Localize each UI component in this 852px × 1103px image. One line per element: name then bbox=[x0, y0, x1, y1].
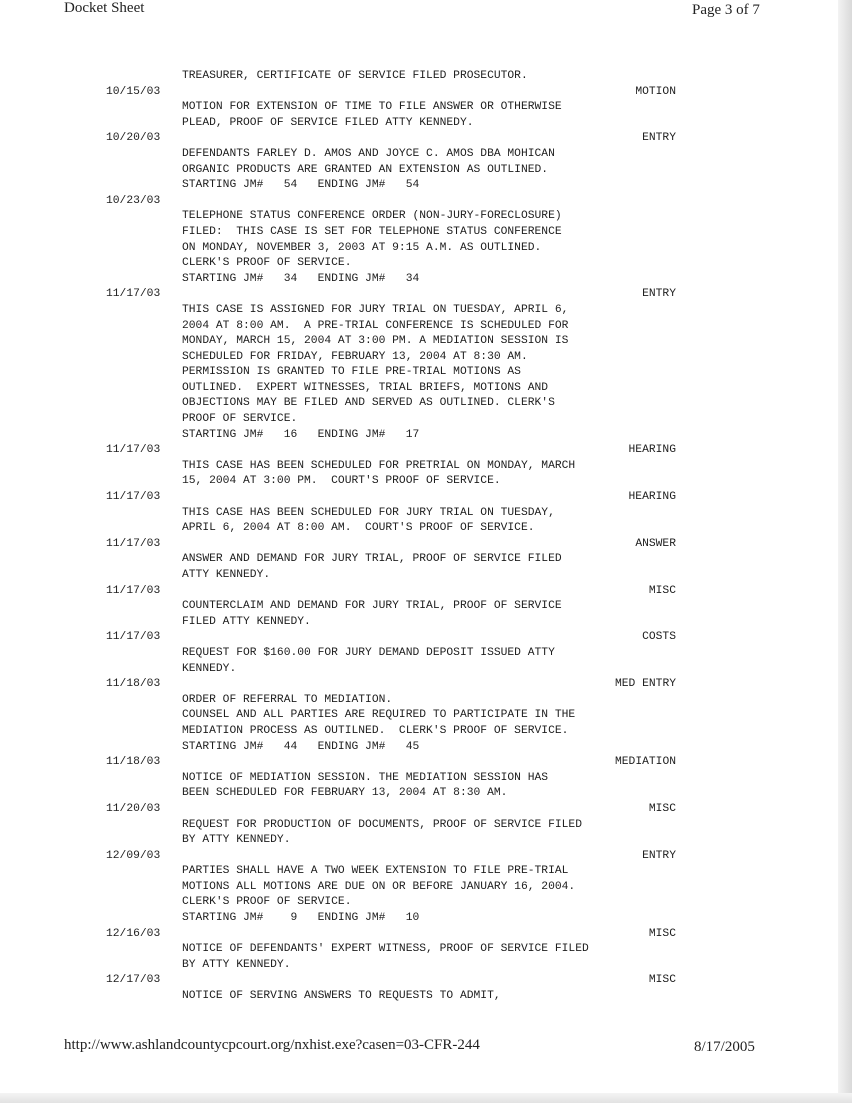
entry-text: OBJECTIONS MAY BE FILED AND SERVED AS OUTLINED. CLERK'S bbox=[182, 397, 555, 410]
docket-entry-line bbox=[0, 786, 852, 802]
docket-entry-header bbox=[0, 194, 852, 210]
entry-text: REQUEST FOR PRODUCTION OF DOCUMENTS, PROOF OF SERVICE FILED bbox=[182, 818, 582, 831]
entry-type: ENTRY bbox=[642, 288, 676, 301]
entry-text: 2004 AT 8:00 AM. A PRE-TRIAL CONFERENCE IS SCHEDULED FOR bbox=[182, 319, 569, 332]
entry-date: 11/17/03 bbox=[106, 444, 161, 457]
entry-text: ATTY KENNEDY. bbox=[182, 569, 271, 581]
entry-text: COUNTERCLAIM AND DEMAND FOR JURY TRIAL, PROOF OF SERVICE bbox=[182, 600, 562, 613]
docket-entry-line bbox=[0, 241, 852, 257]
entry-text: BY ATTY KENNEDY. bbox=[182, 834, 291, 847]
entry-date: 11/18/03 bbox=[106, 678, 161, 691]
docket-entry-line bbox=[0, 568, 852, 584]
docket-entry-line bbox=[0, 771, 852, 787]
entry-text: BY ATTY KENNEDY. bbox=[182, 958, 291, 971]
entry-text: REQUEST FOR $160.00 FOR JURY DEMAND DEPOSIT ISSUED ATTY bbox=[182, 646, 555, 659]
entry-type: MISC bbox=[648, 584, 676, 597]
docket-entry-line bbox=[0, 474, 852, 490]
docket-entry-header bbox=[0, 287, 852, 303]
docket-entry-header bbox=[0, 131, 852, 147]
docket-entry-header bbox=[0, 490, 852, 506]
docket-entry-line bbox=[0, 178, 852, 194]
entry-text: THIS CASE IS ASSIGNED FOR JURY TRIAL ON TUESDAY, APRIL 6, bbox=[182, 303, 569, 316]
docket-entry-line bbox=[0, 225, 852, 241]
entry-text: THIS CASE HAS BEEN SCHEDULED FOR JURY TRIAL ON TUESDAY, bbox=[182, 506, 555, 519]
docket-entry-line bbox=[0, 350, 852, 366]
docket-entry-line bbox=[0, 116, 852, 132]
entry-text: STARTING JM# 9 ENDING JM# 10 bbox=[182, 912, 420, 925]
docket-entry-line bbox=[0, 381, 852, 397]
entry-text: STARTING JM# 16 ENDING JM# 17 bbox=[182, 428, 420, 441]
docket-entry-header bbox=[0, 537, 852, 553]
entry-text: ORDER OF REFERRAL TO MEDIATION. bbox=[182, 693, 393, 706]
docket-entry-line bbox=[0, 334, 852, 350]
entry-text: STARTING JM# 34 ENDING JM# 34 bbox=[182, 272, 420, 285]
entry-text: 15, 2004 AT 3:00 PM. COURT'S PROOF OF SERVICE. bbox=[182, 475, 501, 488]
entry-text: FILED ATTY KENNEDY. bbox=[182, 615, 311, 628]
entry-type: ENTRY bbox=[642, 849, 676, 862]
entry-text: DEFENDANTS FARLEY D. AMOS AND JOYCE C. AMOS DBA MOHICAN bbox=[182, 147, 555, 160]
entry-date: 11/20/03 bbox=[106, 802, 161, 815]
entry-text: STARTING JM# 54 ENDING JM# 54 bbox=[182, 179, 420, 192]
entry-text: BEEN SCHEDULED FOR FEBRUARY 13, 2004 AT 8:30 AM. bbox=[182, 787, 508, 800]
entry-date: 11/17/03 bbox=[106, 288, 161, 301]
docket-entry-line bbox=[0, 521, 852, 537]
docket-entry-line bbox=[0, 69, 852, 85]
docket-entry-line bbox=[0, 256, 852, 272]
entry-type: MISC bbox=[648, 802, 676, 815]
entry-text: MOTIONS ALL MOTIONS ARE DUE ON OR BEFORE JANUARY 16, 2004. bbox=[182, 880, 576, 893]
docket-entry-line bbox=[0, 147, 852, 163]
docket-entry-line bbox=[0, 100, 852, 116]
entry-type: ANSWER bbox=[635, 537, 676, 550]
entry-type: COSTS bbox=[642, 631, 676, 644]
entry-text: CLERK'S PROOF OF SERVICE. bbox=[182, 896, 352, 909]
docket-entry-line bbox=[0, 428, 852, 444]
entry-date: 10/15/03 bbox=[106, 85, 161, 98]
entry-text: PERMISSION IS GRANTED TO FILE PRE-TRIAL MOTIONS AS bbox=[182, 366, 521, 379]
docket-entry-line bbox=[0, 365, 852, 381]
docket-entry-line bbox=[0, 833, 852, 849]
docket-entry-line bbox=[0, 506, 852, 522]
entry-date: 11/17/03 bbox=[106, 584, 161, 597]
entry-text: PLEAD, PROOF OF SERVICE FILED ATTY KENNEDY. bbox=[182, 116, 474, 129]
entry-date: 10/23/03 bbox=[106, 194, 161, 207]
header-title: Docket Sheet bbox=[64, 0, 145, 16]
entry-text: THIS CASE HAS BEEN SCHEDULED FOR PRETRIAL ON MONDAY, MARCH bbox=[182, 459, 576, 472]
docket-entry-header bbox=[0, 85, 852, 101]
entry-type: HEARING bbox=[628, 491, 676, 504]
entry-date: 10/20/03 bbox=[106, 132, 161, 145]
docket-entry-header bbox=[0, 584, 852, 600]
docket-entry-line bbox=[0, 459, 852, 475]
footer-url: http://www.ashlandcountycpcourt.org/nxhist.exe?casen=03-CFR-244 bbox=[64, 1037, 480, 1053]
docket-entry-line bbox=[0, 303, 852, 319]
entry-text: CLERK'S PROOF OF SERVICE. bbox=[182, 257, 352, 270]
docket-entry-line bbox=[0, 942, 852, 958]
docket-entry-line bbox=[0, 209, 852, 225]
entry-text: TELEPHONE STATUS CONFERENCE ORDER (NON-JURY-FORECLOSURE) bbox=[182, 210, 562, 223]
docket-entry-line bbox=[0, 163, 852, 179]
docket-entry-header bbox=[0, 677, 852, 693]
entry-date: 12/17/03 bbox=[106, 974, 161, 987]
entry-type: MOTION bbox=[635, 85, 676, 98]
entry-text: OUTLINED. EXPERT WITNESSES, TRIAL BRIEFS, MOTIONS AND bbox=[182, 381, 549, 394]
docket-entry-line bbox=[0, 693, 852, 709]
docket-entry-line bbox=[0, 740, 852, 756]
docket-entry-header bbox=[0, 973, 852, 989]
entry-type: HEARING bbox=[628, 444, 676, 457]
entry-text: SCHEDULED FOR FRIDAY, FEBRUARY 13, 2004 AT 8:30 AM. bbox=[182, 350, 528, 363]
footer-date: 8/17/2005 bbox=[694, 1039, 755, 1055]
entry-text: MEDIATION PROCESS AS OUTILNED. CLERK'S PROOF OF SERVICE. bbox=[182, 724, 569, 737]
docket-entry-line bbox=[0, 864, 852, 880]
docket-entry-line bbox=[0, 272, 852, 288]
entry-text: NOTICE OF MEDIATION SESSION. THE MEDIATION SESSION HAS bbox=[182, 771, 549, 784]
entry-date: 11/18/03 bbox=[106, 756, 161, 769]
entry-type: ENTRY bbox=[642, 132, 676, 145]
docket-entry-line bbox=[0, 412, 852, 428]
entry-date: 12/16/03 bbox=[106, 927, 161, 940]
entry-type: MEDIATION bbox=[614, 756, 676, 769]
docket-entry-line bbox=[0, 599, 852, 615]
docket-entry-line bbox=[0, 615, 852, 631]
docket-entry-header bbox=[0, 849, 852, 865]
entry-text: TREASURER, CERTIFICATE OF SERVICE FILED PROSECUTOR. bbox=[182, 70, 528, 82]
entry-date: 12/09/03 bbox=[106, 849, 161, 862]
entry-text: APRIL 6, 2004 AT 8:00 AM. COURT'S PROOF OF SERVICE. bbox=[182, 522, 535, 535]
docket-entry-line bbox=[0, 958, 852, 974]
entry-date: 11/17/03 bbox=[106, 491, 161, 504]
docket-entry-line bbox=[0, 552, 852, 568]
entry-text: MOTION FOR EXTENSION OF TIME TO FILE ANSWER OR OTHERWISE bbox=[182, 101, 562, 114]
docket-entries bbox=[0, 69, 852, 1005]
docket-entry-line bbox=[0, 396, 852, 412]
entry-text: PROOF OF SERVICE. bbox=[182, 413, 298, 426]
entry-text: COUNSEL AND ALL PARTIES ARE REQUIRED TO PARTICIPATE IN THE bbox=[182, 709, 576, 722]
entry-text: STARTING JM# 44 ENDING JM# 45 bbox=[182, 740, 420, 753]
header-page-number: Page 3 of 7 bbox=[692, 2, 760, 18]
entry-text: ORGANIC PRODUCTS ARE GRANTED AN EXTENSION AS OUTLINED. bbox=[182, 163, 549, 176]
entry-text: KENNEDY. bbox=[182, 662, 237, 675]
entry-type: MED ENTRY bbox=[614, 678, 676, 691]
docket-entry-line bbox=[0, 989, 852, 1005]
docket-entry-line bbox=[0, 911, 852, 927]
entry-text: NOTICE OF DEFENDANTS' EXPERT WITNESS, PROOF OF SERVICE FILED bbox=[182, 943, 589, 956]
docket-entry-header bbox=[0, 755, 852, 771]
docket-entry-header bbox=[0, 630, 852, 646]
docket-entry-line bbox=[0, 895, 852, 911]
docket-entry-line bbox=[0, 646, 852, 662]
docket-entry-line bbox=[0, 724, 852, 740]
entry-type: MISC bbox=[648, 927, 676, 940]
docket-entry-header bbox=[0, 443, 852, 459]
entry-text: ON MONDAY, NOVEMBER 3, 2003 AT 9:15 A.M. AS OUTLINED. bbox=[182, 241, 542, 254]
docket-entry-line bbox=[0, 662, 852, 678]
entry-type: MISC bbox=[648, 974, 676, 987]
page-bottom-shadow bbox=[0, 1093, 852, 1103]
entry-text: MONDAY, MARCH 15, 2004 AT 3:00 PM. A MEDIATION SESSION IS bbox=[182, 335, 569, 348]
docket-entry-line bbox=[0, 818, 852, 834]
entry-text: FILED: THIS CASE IS SET FOR TELEPHONE STATUS CONFERENCE bbox=[182, 225, 562, 238]
docket-entry-line bbox=[0, 708, 852, 724]
docket-entry-line bbox=[0, 880, 852, 896]
docket-entry-header bbox=[0, 927, 852, 943]
entry-text: NOTICE OF SERVING ANSWERS TO REQUESTS TO ADMIT, bbox=[182, 990, 501, 1003]
entry-text: ANSWER AND DEMAND FOR JURY TRIAL, PROOF OF SERVICE FILED bbox=[182, 553, 562, 566]
docket-entry-line bbox=[0, 319, 852, 335]
entry-date: 11/17/03 bbox=[106, 537, 161, 550]
entry-date: 11/17/03 bbox=[106, 631, 161, 644]
docket-entry-header bbox=[0, 802, 852, 818]
entry-text: PARTIES SHALL HAVE A TWO WEEK EXTENSION TO FILE PRE-TRIAL bbox=[182, 865, 569, 878]
